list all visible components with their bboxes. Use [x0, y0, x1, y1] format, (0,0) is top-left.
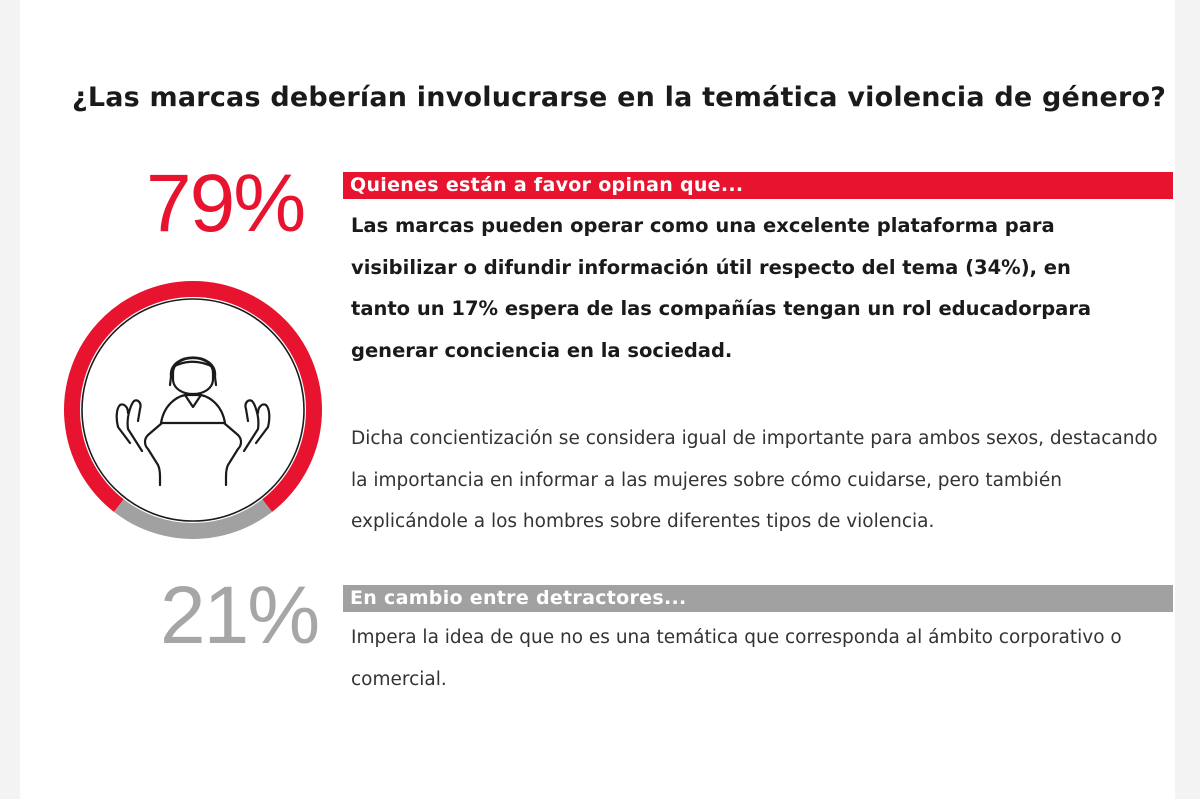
gauge-arc-favor: [72, 289, 314, 506]
gauge-arcs: [72, 289, 314, 531]
detractors-text: Impera la idea de que no es una temática que corresponda al ámbito corporativo o comercial.: [351, 627, 1122, 690]
donut-gauge: [58, 275, 328, 545]
favor-main-text: Las marcas pueden operar como una excelente plataforma para visibilizar o difundir información útil respecto del tema (34%), en tanto un 17% espera de las compañías tengan un rol educadorpara generar conciencia en la sociedad.: [351, 214, 1092, 362]
favor-heading-bar: Quienes están a favor opinan que...: [343, 172, 1173, 199]
woman-protected-by-hands-icon: [117, 358, 270, 486]
favor-detail-text: Dicha concientización se considera igual de importante para ambos sexos, destacando la importancia en informar a las mujeres sobre cómo cuidarse, pero también explicándole a los hombres sobre diferentes tipos de violencia.: [351, 428, 1158, 532]
gauge-arc-detractors: [119, 506, 267, 531]
detractors-percentage: 21%: [160, 570, 319, 661]
gauge-inner-line: [82, 299, 304, 521]
favor-percentage: 79%: [146, 158, 305, 249]
page-title: ¿Las marcas deberían involucrarse en la temática violencia de género?: [72, 82, 1167, 113]
detractors-heading-bar: En cambio entre detractores...: [343, 585, 1173, 612]
